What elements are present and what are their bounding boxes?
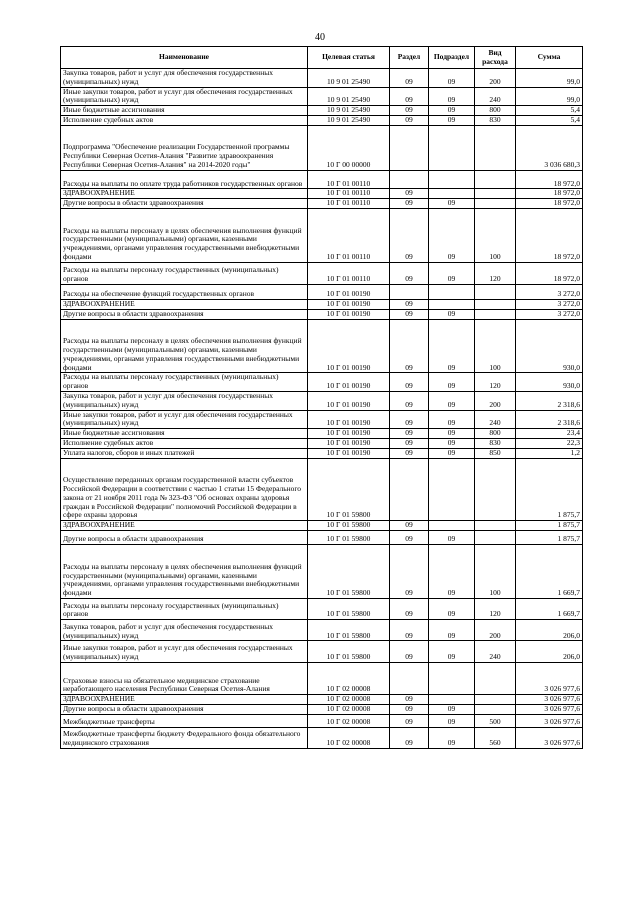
cell-amount: 1 669,7 — [516, 545, 583, 599]
table-row — [61, 87, 583, 106]
cell-name: Подпрограмма "Обеспечение реализации Государственной программы Республики Северная Осетия-Алания "Развитие здравоохранения Республики Северная Осетия-Алания" на 2014-2020 годы" — [61, 125, 308, 170]
cell-code: 10 Г 01 59800 — [308, 598, 390, 619]
cell-code: 10 Г 01 00190 — [308, 284, 390, 299]
cell-section: 09 — [390, 262, 429, 284]
table-row — [61, 530, 583, 544]
cell-expense-type: 200 — [475, 620, 516, 641]
cell-amount: 206,0 — [516, 641, 583, 662]
cell-name: Другие вопросы в области здравоохранения — [61, 309, 308, 319]
column-header-section: Раздел — [390, 47, 429, 69]
table-row — [61, 728, 583, 748]
cell-section: 09 — [390, 714, 429, 727]
cell-section — [390, 458, 429, 521]
cell-amount: 23,4 — [516, 429, 583, 439]
cell-amount: 3 272,0 — [516, 284, 583, 299]
cell-code: 10 9 01 25490 — [308, 115, 390, 125]
cell-subsection: 09 — [429, 620, 475, 641]
cell-code: 10 Г 01 00110 — [308, 189, 390, 199]
table-row — [61, 448, 583, 458]
cell-name: Расходы на обеспечение функций государственных органов — [61, 284, 308, 299]
cell-amount: 2 318,6 — [516, 391, 583, 410]
cell-code: 10 Г 01 00110 — [308, 170, 390, 189]
cell-name: Закупка товаров, работ и услуг для обеспечения государственных (муниципальных) нужд — [61, 69, 308, 88]
cell-section: 09 — [390, 521, 429, 531]
cell-section: 09 — [390, 373, 429, 392]
table-row — [61, 662, 583, 695]
cell-expense-type — [475, 189, 516, 199]
cell-code: 10 Г 01 59800 — [308, 641, 390, 662]
cell-subsection: 09 — [429, 728, 475, 748]
cell-amount: 3 026 977,6 — [516, 695, 583, 705]
column-header-code: Целевая статья — [308, 47, 390, 69]
cell-expense-type: 830 — [475, 438, 516, 448]
cell-name: ЗДРАВООХРАНЕНИЕ — [61, 189, 308, 199]
table-row — [61, 115, 583, 125]
cell-subsection — [429, 284, 475, 299]
cell-subsection: 09 — [429, 429, 475, 439]
cell-name: Иные закупки товаров, работ и услуг для обеспечения государственных (муниципальных) нужд — [61, 641, 308, 662]
cell-subsection: 09 — [429, 530, 475, 544]
budget-table — [60, 46, 583, 749]
cell-amount: 930,0 — [516, 319, 583, 373]
cell-subsection: 09 — [429, 714, 475, 727]
table-row — [61, 69, 583, 88]
table-row — [61, 125, 583, 170]
cell-code: 10 Г 01 00190 — [308, 319, 390, 373]
cell-amount: 3 026 977,6 — [516, 705, 583, 715]
cell-code: 10 Г 01 00110 — [308, 199, 390, 209]
cell-section: 09 — [390, 429, 429, 439]
cell-expense-type: 240 — [475, 641, 516, 662]
cell-expense-type: 120 — [475, 373, 516, 392]
cell-section: 09 — [390, 620, 429, 641]
cell-expense-type — [475, 170, 516, 189]
cell-expense-type: 560 — [475, 728, 516, 748]
cell-amount: 3 026 977,6 — [516, 714, 583, 727]
cell-section: 09 — [390, 598, 429, 619]
cell-expense-type: 120 — [475, 262, 516, 284]
cell-subsection: 09 — [429, 262, 475, 284]
cell-subsection: 09 — [429, 448, 475, 458]
cell-expense-type: 240 — [475, 87, 516, 106]
cell-subsection: 09 — [429, 199, 475, 209]
table-row — [61, 199, 583, 209]
cell-amount: 5,4 — [516, 106, 583, 116]
table-row — [61, 521, 583, 531]
cell-expense-type — [475, 695, 516, 705]
cell-code: 10 Г 01 00190 — [308, 410, 390, 429]
cell-expense-type — [475, 309, 516, 319]
cell-name: Расходы на выплаты персоналу государственных (муниципальных) органов — [61, 598, 308, 619]
cell-name: Иные закупки товаров, работ и услуг для обеспечения государственных (муниципальных) нужд — [61, 87, 308, 106]
cell-amount: 99,0 — [516, 69, 583, 88]
cell-code: 10 Г 02 00008 — [308, 728, 390, 748]
cell-name: Закупка товаров, работ и услуг для обеспечения государственных (муниципальных) нужд — [61, 620, 308, 641]
cell-section: 09 — [390, 410, 429, 429]
table-row — [61, 545, 583, 599]
cell-subsection: 09 — [429, 545, 475, 599]
cell-name: Расходы на выплаты персоналу государственных (муниципальных) органов — [61, 262, 308, 284]
cell-expense-type: 100 — [475, 319, 516, 373]
cell-name: Расходы на выплаты персоналу в целях обеспечения выполнения функций государственными (муниципальными) органами, казенными учреждениями, органами управления государственными внебюджетными фондами — [61, 545, 308, 599]
table-row — [61, 458, 583, 521]
table-row — [61, 410, 583, 429]
cell-section: 09 — [390, 448, 429, 458]
cell-section: 09 — [390, 208, 429, 262]
cell-expense-type: 800 — [475, 429, 516, 439]
cell-subsection — [429, 521, 475, 531]
cell-code: 10 Г 01 00190 — [308, 309, 390, 319]
cell-section — [390, 170, 429, 189]
cell-section: 09 — [390, 391, 429, 410]
table-row — [61, 641, 583, 662]
column-header-amount: Сумма — [516, 47, 583, 69]
cell-amount: 18 972,0 — [516, 199, 583, 209]
cell-amount: 206,0 — [516, 620, 583, 641]
cell-section: 09 — [390, 705, 429, 715]
cell-expense-type — [475, 199, 516, 209]
cell-expense-type: 200 — [475, 69, 516, 88]
cell-code: 10 9 01 25490 — [308, 69, 390, 88]
table-row — [61, 598, 583, 619]
cell-expense-type: 120 — [475, 598, 516, 619]
cell-expense-type — [475, 299, 516, 309]
cell-section — [390, 662, 429, 695]
cell-section: 09 — [390, 189, 429, 199]
table-row — [61, 284, 583, 299]
cell-section: 09 — [390, 530, 429, 544]
cell-name: Расходы на выплаты персоналу в целях обеспечения выполнения функций государственными (муниципальными) органами, казенными учреждениями, органами управления государственными внебюджетными фондами — [61, 208, 308, 262]
table-row — [61, 373, 583, 392]
cell-code: 10 Г 01 59800 — [308, 545, 390, 599]
cell-section: 09 — [390, 728, 429, 748]
cell-amount: 1 875,7 — [516, 530, 583, 544]
cell-name: ЗДРАВООХРАНЕНИЕ — [61, 521, 308, 531]
cell-code: 10 Г 01 00110 — [308, 262, 390, 284]
cell-code: 10 9 01 25490 — [308, 87, 390, 106]
cell-name: ЗДРАВООХРАНЕНИЕ — [61, 695, 308, 705]
cell-amount: 3 036 680,3 — [516, 125, 583, 170]
cell-subsection: 09 — [429, 87, 475, 106]
cell-subsection: 09 — [429, 309, 475, 319]
cell-name: Расходы на выплаты персоналу в целях обеспечения выполнения функций государственными (муниципальными) органами, казенными учреждениями, органами управления государственными внебюджетными фондами — [61, 319, 308, 373]
table-body — [61, 69, 583, 749]
cell-code: 10 Г 02 00008 — [308, 705, 390, 715]
cell-amount: 18 972,0 — [516, 208, 583, 262]
table-row — [61, 319, 583, 373]
table-row — [61, 705, 583, 715]
cell-code: 10 Г 01 00190 — [308, 438, 390, 448]
cell-expense-type — [475, 705, 516, 715]
cell-section: 09 — [390, 106, 429, 116]
cell-name: Иные бюджетные ассигнования — [61, 429, 308, 439]
table-row — [61, 170, 583, 189]
column-header-subsection: Подраздел — [429, 47, 475, 69]
cell-name: ЗДРАВООХРАНЕНИЕ — [61, 299, 308, 309]
cell-name: Межбюджетные трансферты бюджету Федерального фонда обязательного медицинского страхования — [61, 728, 308, 748]
cell-expense-type — [475, 521, 516, 531]
cell-subsection: 09 — [429, 373, 475, 392]
cell-name: Другие вопросы в области здравоохранения — [61, 199, 308, 209]
table-row — [61, 208, 583, 262]
cell-section: 09 — [390, 69, 429, 88]
cell-name: Расходы на выплаты по оплате труда работников государственных органов — [61, 170, 308, 189]
cell-subsection — [429, 125, 475, 170]
cell-amount: 18 972,0 — [516, 189, 583, 199]
cell-amount: 22,3 — [516, 438, 583, 448]
cell-expense-type: 500 — [475, 714, 516, 727]
cell-name: Исполнение судебных актов — [61, 438, 308, 448]
cell-name: Другие вопросы в области здравоохранения — [61, 530, 308, 544]
cell-code: 10 Г 01 00190 — [308, 391, 390, 410]
cell-expense-type: 100 — [475, 208, 516, 262]
cell-name: Иные закупки товаров, работ и услуг для обеспечения государственных (муниципальных) нужд — [61, 410, 308, 429]
cell-subsection: 09 — [429, 410, 475, 429]
cell-subsection: 09 — [429, 598, 475, 619]
table-row — [61, 438, 583, 448]
cell-section — [390, 125, 429, 170]
cell-section: 09 — [390, 641, 429, 662]
table-row — [61, 391, 583, 410]
cell-section: 09 — [390, 695, 429, 705]
cell-amount: 5,4 — [516, 115, 583, 125]
cell-section — [390, 284, 429, 299]
cell-subsection: 09 — [429, 115, 475, 125]
cell-amount: 3 026 977,6 — [516, 662, 583, 695]
cell-code: 10 Г 01 00190 — [308, 299, 390, 309]
column-header-expense-type: Вид расхода — [475, 47, 516, 69]
table-row — [61, 620, 583, 641]
cell-name: Иные бюджетные ассигнования — [61, 106, 308, 116]
cell-section: 09 — [390, 115, 429, 125]
cell-expense-type — [475, 284, 516, 299]
cell-subsection: 09 — [429, 69, 475, 88]
cell-code: 10 Г 01 59800 — [308, 530, 390, 544]
cell-expense-type: 800 — [475, 106, 516, 116]
cell-expense-type — [475, 662, 516, 695]
cell-expense-type: 240 — [475, 410, 516, 429]
table-row — [61, 299, 583, 309]
cell-subsection — [429, 662, 475, 695]
cell-amount: 18 972,0 — [516, 170, 583, 189]
cell-expense-type — [475, 125, 516, 170]
page-number: 40 — [315, 32, 325, 43]
cell-section: 09 — [390, 319, 429, 373]
cell-subsection — [429, 299, 475, 309]
cell-subsection: 09 — [429, 208, 475, 262]
cell-name: Исполнение судебных актов — [61, 115, 308, 125]
cell-code: 10 Г 01 00190 — [308, 448, 390, 458]
cell-section: 09 — [390, 87, 429, 106]
cell-subsection: 09 — [429, 391, 475, 410]
cell-amount: 3 272,0 — [516, 309, 583, 319]
cell-code: 10 Г 01 59800 — [308, 620, 390, 641]
table-row — [61, 262, 583, 284]
table-header-row — [61, 47, 583, 69]
cell-section: 09 — [390, 299, 429, 309]
cell-code: 10 Г 01 59800 — [308, 458, 390, 521]
cell-subsection: 09 — [429, 705, 475, 715]
cell-name: Уплата налогов, сборов и иных платежей — [61, 448, 308, 458]
cell-amount: 3 272,0 — [516, 299, 583, 309]
table-row — [61, 429, 583, 439]
cell-amount: 2 318,6 — [516, 410, 583, 429]
cell-name: Закупка товаров, работ и услуг для обеспечения государственных (муниципальных) нужд — [61, 391, 308, 410]
cell-code: 10 Г 01 00190 — [308, 429, 390, 439]
cell-code: 10 Г 02 00008 — [308, 695, 390, 705]
cell-section: 09 — [390, 545, 429, 599]
cell-expense-type: 200 — [475, 391, 516, 410]
cell-code: 10 9 01 25490 — [308, 106, 390, 116]
cell-subsection — [429, 458, 475, 521]
table-row — [61, 309, 583, 319]
cell-code: 10 Г 01 00190 — [308, 373, 390, 392]
cell-subsection: 09 — [429, 106, 475, 116]
cell-expense-type: 850 — [475, 448, 516, 458]
cell-amount: 1 875,7 — [516, 458, 583, 521]
cell-name: Осуществление переданных органам государственной власти субъектов Российской Федерации в соответствии с частью 1 статьи 15 Федерального закона от 21 ноября 2011 года № 323-ФЗ "Об основах охраны здоровья граждан в Российской Федерации" полномочий Российской Федерации в сфере охраны здоровья — [61, 458, 308, 521]
cell-name: Страховые взносы на обязательное медицинское страхование неработающего населения Республики Северная Осетия-Алания — [61, 662, 308, 695]
cell-code: 10 Г 01 00110 — [308, 208, 390, 262]
cell-code: 10 Г 02 00008 — [308, 714, 390, 727]
cell-amount: 1 669,7 — [516, 598, 583, 619]
cell-amount: 3 026 977,6 — [516, 728, 583, 748]
cell-expense-type: 100 — [475, 545, 516, 599]
cell-amount: 1 875,7 — [516, 521, 583, 531]
table-row — [61, 714, 583, 727]
cell-section: 09 — [390, 309, 429, 319]
column-header-name: Наименование — [61, 47, 308, 69]
cell-code: 10 Г 00 00000 — [308, 125, 390, 170]
cell-subsection: 09 — [429, 641, 475, 662]
cell-code: 10 Г 01 59800 — [308, 521, 390, 531]
cell-amount: 930,0 — [516, 373, 583, 392]
cell-section: 09 — [390, 199, 429, 209]
cell-code: 10 Г 02 00008 — [308, 662, 390, 695]
table-row — [61, 106, 583, 116]
cell-amount: 99,0 — [516, 87, 583, 106]
cell-subsection: 09 — [429, 438, 475, 448]
cell-expense-type — [475, 458, 516, 521]
cell-expense-type — [475, 530, 516, 544]
cell-amount: 1,2 — [516, 448, 583, 458]
cell-name: Расходы на выплаты персоналу государственных (муниципальных) органов — [61, 373, 308, 392]
cell-expense-type: 830 — [475, 115, 516, 125]
cell-subsection — [429, 170, 475, 189]
cell-section: 09 — [390, 438, 429, 448]
cell-subsection: 09 — [429, 319, 475, 373]
cell-amount: 18 972,0 — [516, 262, 583, 284]
cell-name: Другие вопросы в области здравоохранения — [61, 705, 308, 715]
cell-name: Межбюджетные трансферты — [61, 714, 308, 727]
